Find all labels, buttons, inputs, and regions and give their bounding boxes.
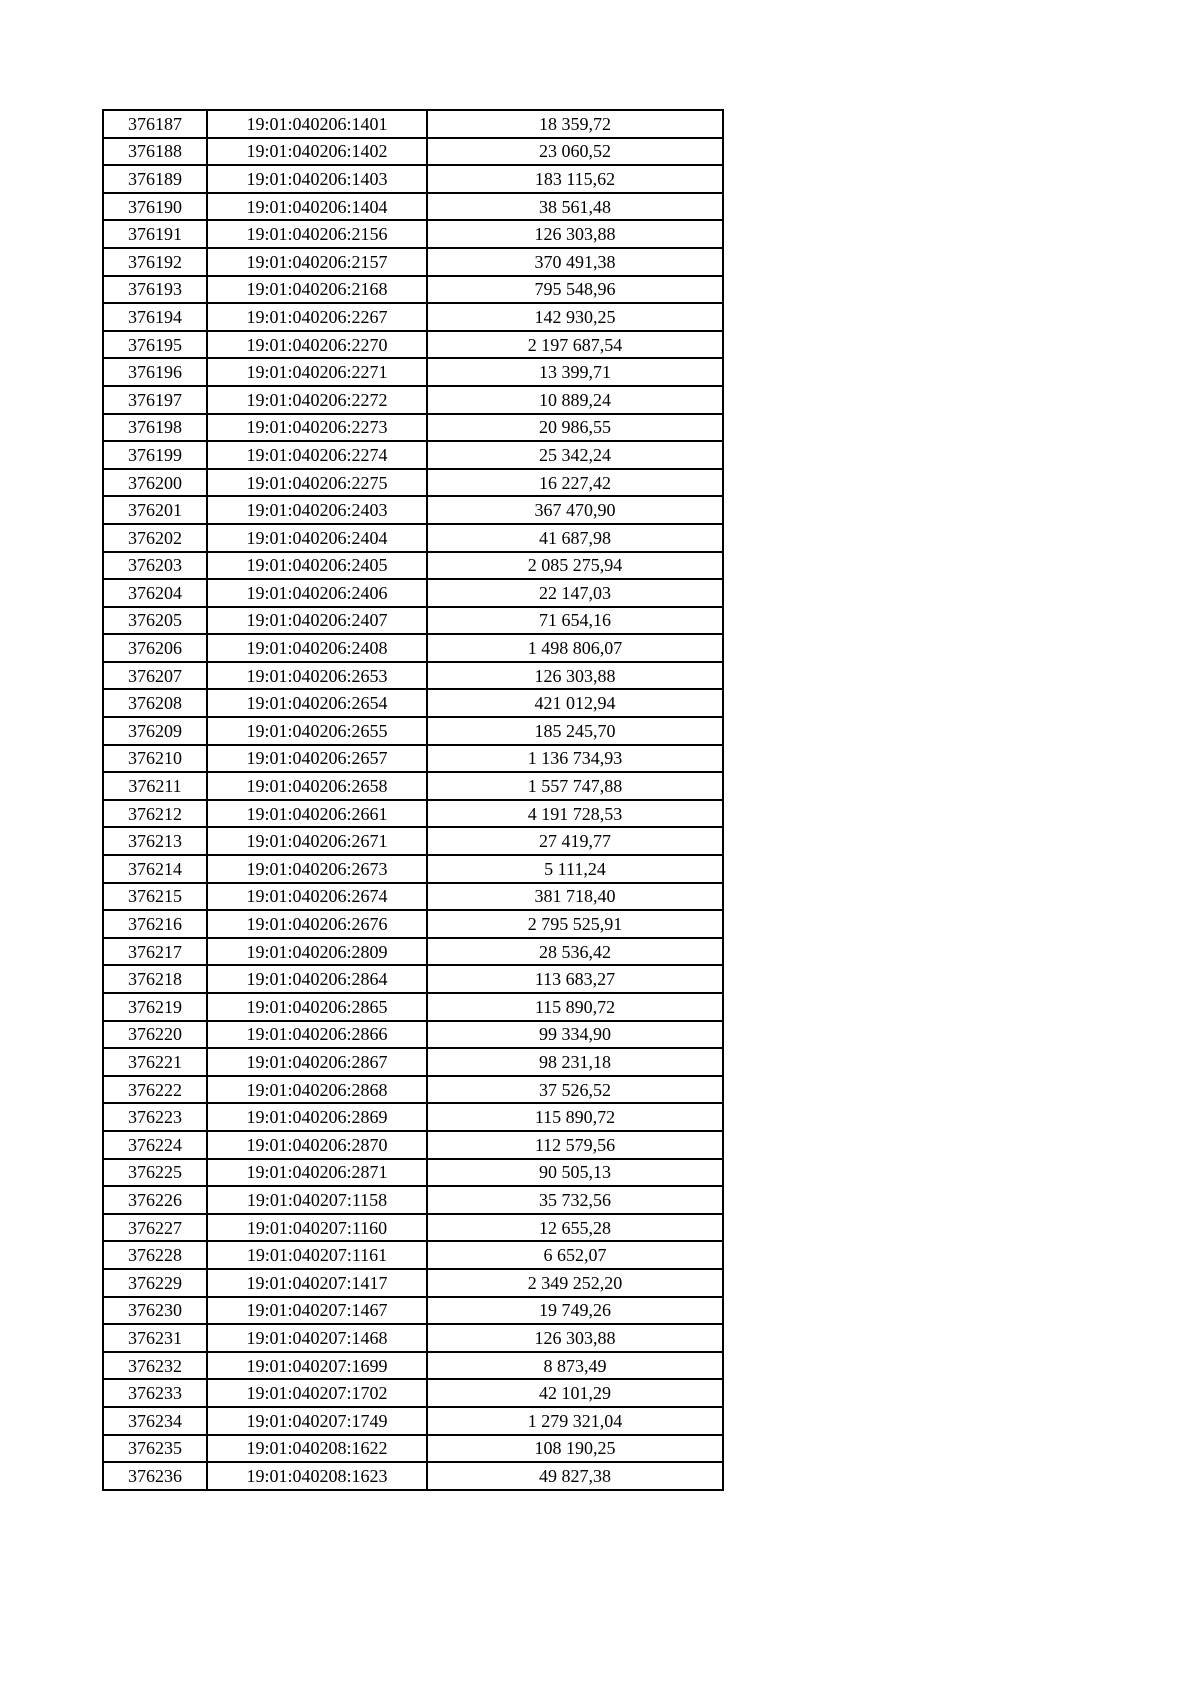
cadastral-number-cell: 19:01:040206:2868 — [207, 1076, 427, 1104]
table-row — [103, 303, 723, 331]
row-number-cell: 376219 — [103, 993, 207, 1021]
value-cell: 38 561,48 — [427, 193, 723, 221]
value-cell: 10 889,24 — [427, 386, 723, 414]
row-number-cell: 376225 — [103, 1159, 207, 1187]
cadastral-number-cell: 19:01:040206:2273 — [207, 414, 427, 442]
row-number-cell: 376234 — [103, 1407, 207, 1435]
row-number-cell: 376190 — [103, 193, 207, 221]
table-row — [103, 1103, 723, 1131]
cadastral-number-cell: 19:01:040207:1702 — [207, 1379, 427, 1407]
table-row — [103, 414, 723, 442]
table-row — [103, 1297, 723, 1325]
value-cell: 421 012,94 — [427, 689, 723, 717]
row-number-cell: 376206 — [103, 634, 207, 662]
value-cell: 12 655,28 — [427, 1214, 723, 1242]
cadastral-number-cell: 19:01:040206:1402 — [207, 138, 427, 166]
cadastral-value-table — [102, 109, 724, 1491]
table-row — [103, 276, 723, 304]
table-row — [103, 1186, 723, 1214]
value-cell: 2 085 275,94 — [427, 552, 723, 580]
cadastral-number-cell: 19:01:040206:2267 — [207, 303, 427, 331]
table-row — [103, 1269, 723, 1297]
value-cell: 35 732,56 — [427, 1186, 723, 1214]
row-number-cell: 376209 — [103, 717, 207, 745]
cadastral-number-cell: 19:01:040207:1417 — [207, 1269, 427, 1297]
cadastral-number-cell: 19:01:040207:1161 — [207, 1241, 427, 1269]
value-cell: 2 795 525,91 — [427, 910, 723, 938]
value-cell: 381 718,40 — [427, 883, 723, 911]
value-cell: 27 419,77 — [427, 827, 723, 855]
row-number-cell: 376194 — [103, 303, 207, 331]
row-number-cell: 376192 — [103, 248, 207, 276]
row-number-cell: 376214 — [103, 855, 207, 883]
row-number-cell: 376197 — [103, 386, 207, 414]
value-cell: 5 111,24 — [427, 855, 723, 883]
row-number-cell: 376205 — [103, 607, 207, 635]
value-cell: 99 334,90 — [427, 1021, 723, 1049]
cadastral-number-cell: 19:01:040206:2869 — [207, 1103, 427, 1131]
value-cell: 23 060,52 — [427, 138, 723, 166]
table-row — [103, 745, 723, 773]
table-row — [103, 607, 723, 635]
row-number-cell: 376231 — [103, 1324, 207, 1352]
table-row — [103, 965, 723, 993]
value-cell: 18 359,72 — [427, 110, 723, 138]
table-row — [103, 1131, 723, 1159]
row-number-cell: 376223 — [103, 1103, 207, 1131]
row-number-cell: 376198 — [103, 414, 207, 442]
table-row — [103, 248, 723, 276]
row-number-cell: 376227 — [103, 1214, 207, 1242]
table-row — [103, 1048, 723, 1076]
row-number-cell: 376204 — [103, 579, 207, 607]
table-row — [103, 827, 723, 855]
value-cell: 126 303,88 — [427, 662, 723, 690]
row-number-cell: 376228 — [103, 1241, 207, 1269]
row-number-cell: 376203 — [103, 552, 207, 580]
cadastral-number-cell: 19:01:040206:2156 — [207, 220, 427, 248]
table-row — [103, 1076, 723, 1104]
table-row — [103, 855, 723, 883]
value-cell: 49 827,38 — [427, 1462, 723, 1490]
value-cell: 1 498 806,07 — [427, 634, 723, 662]
value-cell: 71 654,16 — [427, 607, 723, 635]
row-number-cell: 376207 — [103, 662, 207, 690]
cadastral-number-cell: 19:01:040206:2867 — [207, 1048, 427, 1076]
value-cell: 42 101,29 — [427, 1379, 723, 1407]
row-number-cell: 376230 — [103, 1297, 207, 1325]
cadastral-number-cell: 19:01:040206:2405 — [207, 552, 427, 580]
value-cell: 795 548,96 — [427, 276, 723, 304]
row-number-cell: 376195 — [103, 331, 207, 359]
cadastral-number-cell: 19:01:040206:2673 — [207, 855, 427, 883]
row-number-cell: 376196 — [103, 358, 207, 386]
cadastral-number-cell: 19:01:040206:2864 — [207, 965, 427, 993]
cadastral-number-cell: 19:01:040206:2809 — [207, 938, 427, 966]
row-number-cell: 376213 — [103, 827, 207, 855]
table-body — [103, 110, 723, 1490]
row-number-cell: 376212 — [103, 800, 207, 828]
table-row — [103, 772, 723, 800]
cadastral-number-cell: 19:01:040206:2865 — [207, 993, 427, 1021]
value-cell: 16 227,42 — [427, 469, 723, 497]
cadastral-number-cell: 19:01:040207:1158 — [207, 1186, 427, 1214]
value-cell: 183 115,62 — [427, 165, 723, 193]
value-cell: 370 491,38 — [427, 248, 723, 276]
cadastral-number-cell: 19:01:040206:2157 — [207, 248, 427, 276]
table-row — [103, 524, 723, 552]
value-cell: 115 890,72 — [427, 1103, 723, 1131]
cadastral-number-cell: 19:01:040206:2274 — [207, 441, 427, 469]
table-row — [103, 165, 723, 193]
cadastral-number-cell: 19:01:040206:2674 — [207, 883, 427, 911]
table-row — [103, 1324, 723, 1352]
cadastral-number-cell: 19:01:040206:2406 — [207, 579, 427, 607]
value-cell: 1 136 734,93 — [427, 745, 723, 773]
row-number-cell: 376236 — [103, 1462, 207, 1490]
row-number-cell: 376210 — [103, 745, 207, 773]
cadastral-number-cell: 19:01:040206:2271 — [207, 358, 427, 386]
value-cell: 2 197 687,54 — [427, 331, 723, 359]
table-row — [103, 1407, 723, 1435]
table-row — [103, 1379, 723, 1407]
row-number-cell: 376191 — [103, 220, 207, 248]
table-row — [103, 1214, 723, 1242]
cadastral-number-cell: 19:01:040206:2658 — [207, 772, 427, 800]
row-number-cell: 376193 — [103, 276, 207, 304]
table-row — [103, 634, 723, 662]
cadastral-number-cell: 19:01:040206:2404 — [207, 524, 427, 552]
table-row — [103, 220, 723, 248]
value-cell: 108 190,25 — [427, 1435, 723, 1463]
value-cell: 185 245,70 — [427, 717, 723, 745]
value-cell: 98 231,18 — [427, 1048, 723, 1076]
value-cell: 115 890,72 — [427, 993, 723, 1021]
row-number-cell: 376222 — [103, 1076, 207, 1104]
table-row — [103, 993, 723, 1021]
row-number-cell: 376208 — [103, 689, 207, 717]
table-row — [103, 717, 723, 745]
table-row — [103, 331, 723, 359]
cadastral-number-cell: 19:01:040206:1403 — [207, 165, 427, 193]
cadastral-number-cell: 19:01:040206:2653 — [207, 662, 427, 690]
table-row — [103, 1021, 723, 1049]
table-row — [103, 358, 723, 386]
value-cell: 19 749,26 — [427, 1297, 723, 1325]
cadastral-number-cell: 19:01:040207:1160 — [207, 1214, 427, 1242]
cadastral-number-cell: 19:01:040206:2657 — [207, 745, 427, 773]
row-number-cell: 376220 — [103, 1021, 207, 1049]
row-number-cell: 376233 — [103, 1379, 207, 1407]
cadastral-number-cell: 19:01:040206:1404 — [207, 193, 427, 221]
row-number-cell: 376189 — [103, 165, 207, 193]
table-row — [103, 110, 723, 138]
row-number-cell: 376202 — [103, 524, 207, 552]
row-number-cell: 376229 — [103, 1269, 207, 1297]
row-number-cell: 376187 — [103, 110, 207, 138]
row-number-cell: 376215 — [103, 883, 207, 911]
value-cell: 367 470,90 — [427, 496, 723, 524]
table-row — [103, 910, 723, 938]
cadastral-number-cell: 19:01:040206:2403 — [207, 496, 427, 524]
row-number-cell: 376201 — [103, 496, 207, 524]
cadastral-number-cell: 19:01:040206:2168 — [207, 276, 427, 304]
value-cell: 8 873,49 — [427, 1352, 723, 1380]
table-row — [103, 800, 723, 828]
row-number-cell: 376200 — [103, 469, 207, 497]
cadastral-number-cell: 19:01:040206:1401 — [207, 110, 427, 138]
cadastral-number-cell: 19:01:040206:2275 — [207, 469, 427, 497]
value-cell: 4 191 728,53 — [427, 800, 723, 828]
value-cell: 6 652,07 — [427, 1241, 723, 1269]
row-number-cell: 376199 — [103, 441, 207, 469]
table-row — [103, 579, 723, 607]
value-cell: 13 399,71 — [427, 358, 723, 386]
row-number-cell: 376216 — [103, 910, 207, 938]
table-row — [103, 469, 723, 497]
table-row — [103, 1241, 723, 1269]
value-cell: 25 342,24 — [427, 441, 723, 469]
table-row — [103, 662, 723, 690]
value-cell: 37 526,52 — [427, 1076, 723, 1104]
value-cell: 126 303,88 — [427, 1324, 723, 1352]
value-cell: 20 986,55 — [427, 414, 723, 442]
value-cell: 112 579,56 — [427, 1131, 723, 1159]
cadastral-number-cell: 19:01:040207:1749 — [207, 1407, 427, 1435]
value-cell: 126 303,88 — [427, 220, 723, 248]
table-row — [103, 1159, 723, 1187]
value-cell: 41 687,98 — [427, 524, 723, 552]
cadastral-number-cell: 19:01:040206:2270 — [207, 331, 427, 359]
value-cell: 1 557 747,88 — [427, 772, 723, 800]
row-number-cell: 376232 — [103, 1352, 207, 1380]
cadastral-number-cell: 19:01:040206:2654 — [207, 689, 427, 717]
row-number-cell: 376188 — [103, 138, 207, 166]
row-number-cell: 376211 — [103, 772, 207, 800]
cadastral-number-cell: 19:01:040207:1468 — [207, 1324, 427, 1352]
table-row — [103, 883, 723, 911]
table-row — [103, 1352, 723, 1380]
value-cell: 22 147,03 — [427, 579, 723, 607]
cadastral-number-cell: 19:01:040206:2272 — [207, 386, 427, 414]
row-number-cell: 376217 — [103, 938, 207, 966]
cadastral-number-cell: 19:01:040208:1622 — [207, 1435, 427, 1463]
table-row — [103, 938, 723, 966]
cadastral-number-cell: 19:01:040206:2870 — [207, 1131, 427, 1159]
table-row — [103, 552, 723, 580]
value-cell: 2 349 252,20 — [427, 1269, 723, 1297]
cadastral-number-cell: 19:01:040206:2676 — [207, 910, 427, 938]
value-cell: 90 505,13 — [427, 1159, 723, 1187]
table-row — [103, 1435, 723, 1463]
cadastral-number-cell: 19:01:040206:2407 — [207, 607, 427, 635]
cadastral-number-cell: 19:01:040206:2871 — [207, 1159, 427, 1187]
row-number-cell: 376235 — [103, 1435, 207, 1463]
cadastral-number-cell: 19:01:040206:2655 — [207, 717, 427, 745]
row-number-cell: 376218 — [103, 965, 207, 993]
table-row — [103, 441, 723, 469]
row-number-cell: 376224 — [103, 1131, 207, 1159]
table-row — [103, 386, 723, 414]
cadastral-number-cell: 19:01:040206:2866 — [207, 1021, 427, 1049]
value-cell: 113 683,27 — [427, 965, 723, 993]
cadastral-number-cell: 19:01:040206:2408 — [207, 634, 427, 662]
table-row — [103, 193, 723, 221]
cadastral-number-cell: 19:01:040207:1467 — [207, 1297, 427, 1325]
cadastral-number-cell: 19:01:040208:1623 — [207, 1462, 427, 1490]
row-number-cell: 376221 — [103, 1048, 207, 1076]
cadastral-number-cell: 19:01:040206:2671 — [207, 827, 427, 855]
table-row — [103, 138, 723, 166]
value-cell: 142 930,25 — [427, 303, 723, 331]
value-cell: 28 536,42 — [427, 938, 723, 966]
table-row — [103, 496, 723, 524]
value-cell: 1 279 321,04 — [427, 1407, 723, 1435]
cadastral-number-cell: 19:01:040207:1699 — [207, 1352, 427, 1380]
table-row — [103, 689, 723, 717]
row-number-cell: 376226 — [103, 1186, 207, 1214]
table-row — [103, 1462, 723, 1490]
cadastral-number-cell: 19:01:040206:2661 — [207, 800, 427, 828]
